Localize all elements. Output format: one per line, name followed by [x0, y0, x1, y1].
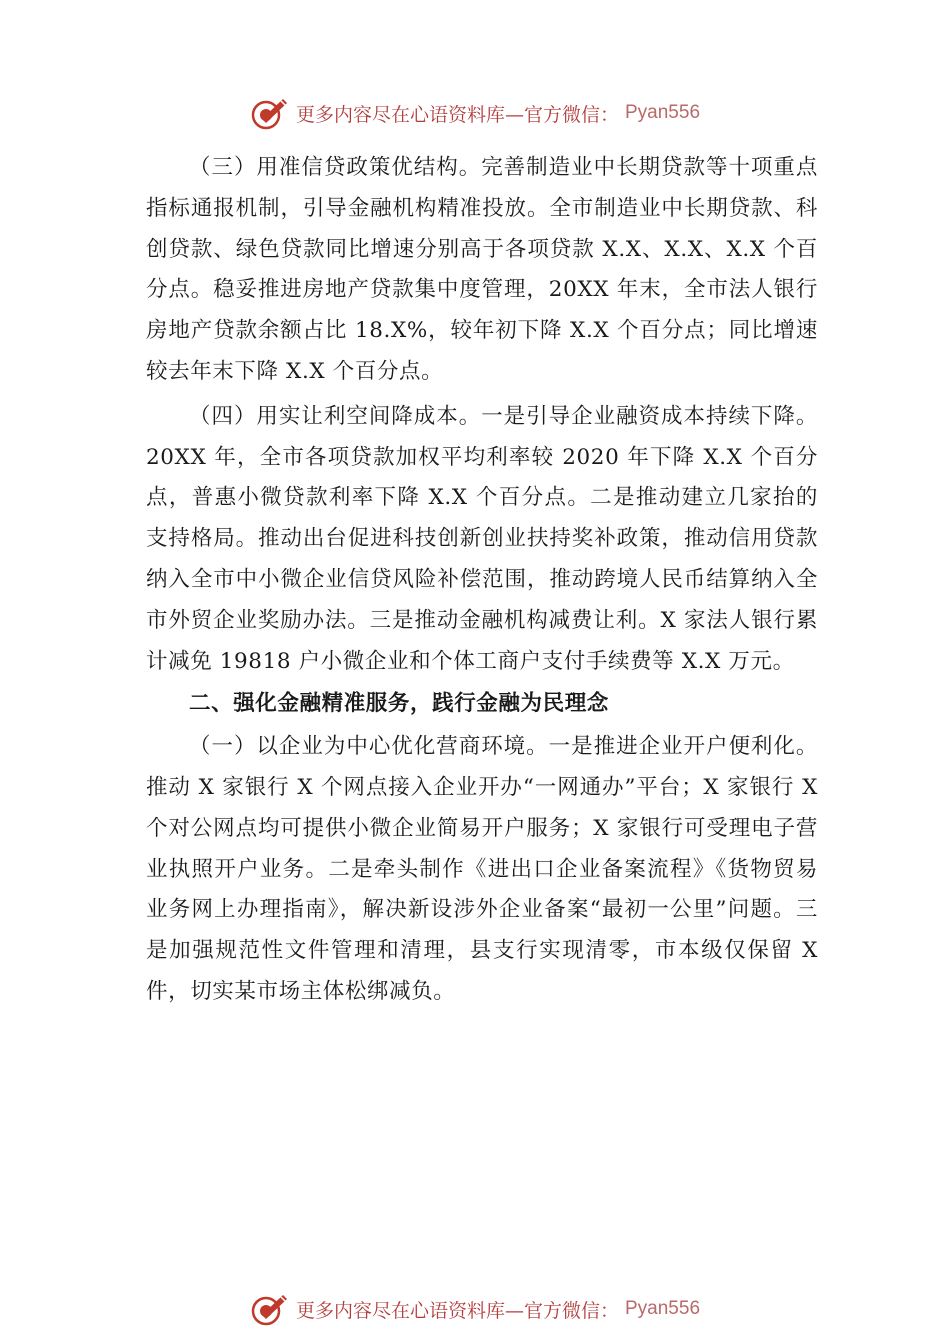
watermark-text: 更多内容尽在心语资料库—官方微信：	[295, 103, 619, 126]
paragraph-text: 一是引导企业融资成本持续下降。20XX 年，全市各项贷款加权平均利率较 2020 年下降 X.X 个百分点，普惠小微贷款利率下降 X.X 个百分点。二是推动建立几家抬的支持格局。推动出台促进科技创新创业扶持奖补政策，推动信用贷款纳入全市中小微企业信贷风险补偿范围，推动跨境人民币结算纳入全市外贸企业奖励办法。三是推动金融机构减费让利。X 家法人银行累计减免 19818 户小微企业和个体工商户支付手续费等 X.X 万元。	[146, 403, 818, 674]
header-watermark	[0, 95, 950, 131]
watermark-wechat-id: Pyan556	[625, 1298, 701, 1319]
paragraph-lead: （四）用实让利空间降成本。	[189, 403, 482, 429]
watermark-text: 更多内容尽在心语资料库—官方微信：	[295, 1299, 619, 1322]
paragraph-text: 完善制造业中长期贷款等十项重点指标通报机制，引导金融机构精准投放。全市制造业中长期贷款、科创贷款、绿色贷款同比增速分别高于各项贷款 X.X、X.X、X.X 个百分点。稳妥推进房地产贷款集中度管理，20XX 年末，全市法人银行房地产贷款余额占比 18.X%，较年初下降 X.X 个百分点；同比增速较去年末下降 X.X 个百分点。	[146, 155, 818, 384]
paragraph-lead: （三）用准信贷政策优结构。	[189, 155, 482, 180]
paragraph-text: 一是推进企业开户便利化。推动 X 家银行 X 个网点接入企业开办“一网通办”平台；X 家银行 X 个对公网点均可提供小微企业简易开户服务；X 家银行可受理电子营业执照开户业务。二是牵头制作《进出口企业备案流程》《货物贸易业务网上办理指南》，解决新设涉外企业备案“最初一公里”问题。三是加强规范性文件管理和清理，县支行实现清零，市本级仅保留 X 件，切实某市场主体松绑减负。	[146, 734, 818, 1004]
paragraph-business-environment	[146, 727, 818, 1013]
paragraph-lead: （一）以企业为中心优化营商环境。	[189, 734, 549, 760]
pen-logo-icon	[250, 95, 290, 131]
paragraph-credit-policy	[146, 148, 818, 393]
paragraph-cost-reduction	[146, 397, 818, 683]
pen-logo-icon	[250, 1291, 290, 1327]
watermark-wechat-id: Pyan556	[625, 102, 701, 123]
document-body	[146, 148, 818, 1013]
section-heading: 二、强化金融精准服务，践行金融为民理念	[189, 691, 609, 717]
footer-watermark	[0, 1291, 950, 1327]
